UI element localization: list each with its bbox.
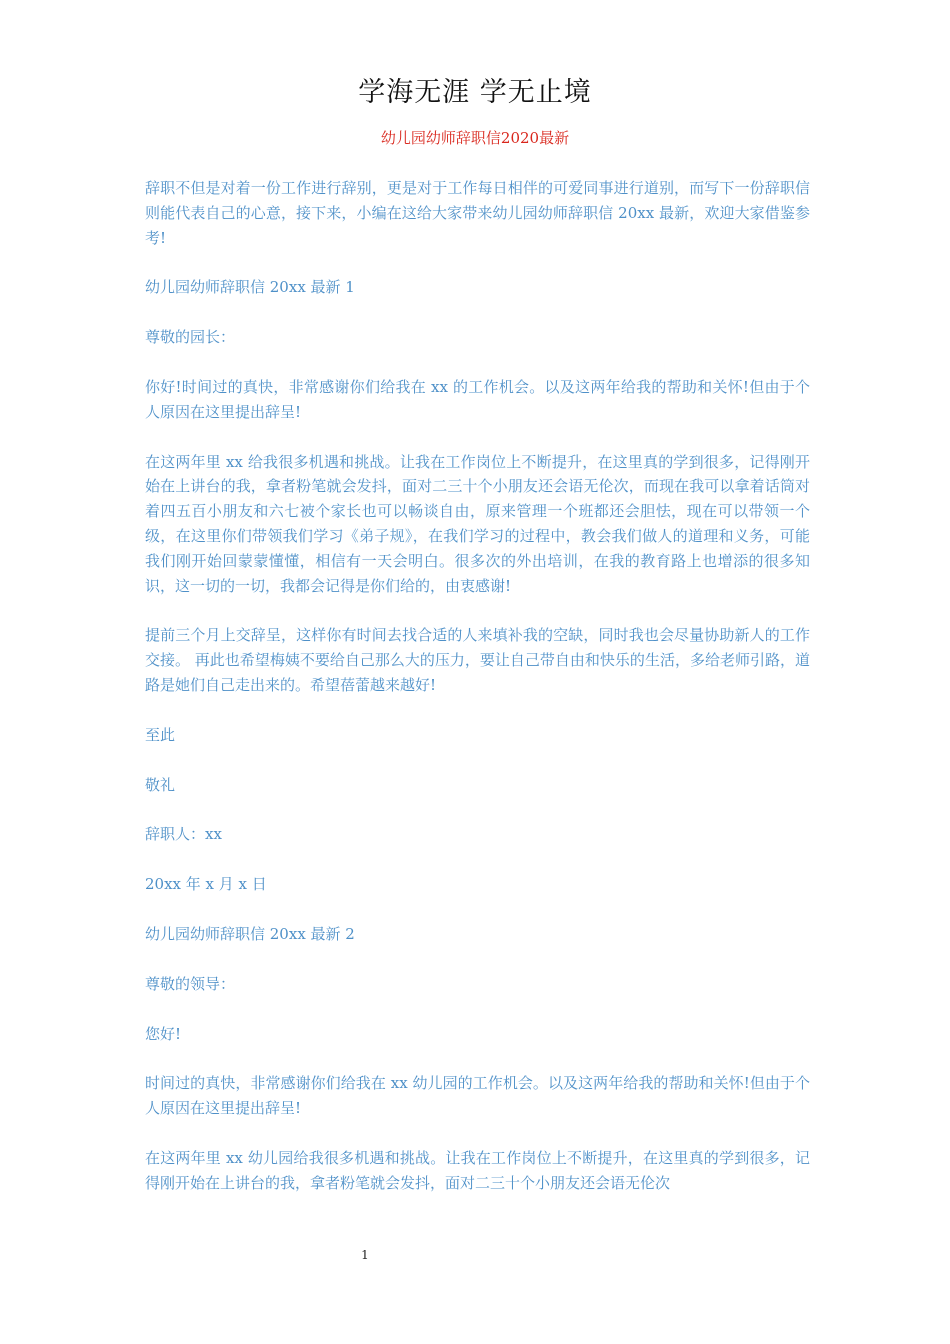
salutation: 尊敬的园长： bbox=[145, 328, 236, 347]
document-title: 幼儿园幼师辞职信2020最新 bbox=[380, 129, 570, 147]
section-heading-1: 幼儿园幼师辞职信 20xx 最新 1 bbox=[145, 278, 355, 297]
page-number: 1 bbox=[361, 1248, 369, 1262]
paragraph: 你好!时间过的真快，非常感谢你们给我在 xx 的工作机会。以及这两年给我的帮助和关怀!但由于个人原因在这里提出辞呈! bbox=[145, 377, 810, 421]
paragraph: 提前三个月上交辞呈，这样你有时间去找合适的人来填补我的空缺，同时我也会尽量协助新人的工作交接。 再此也希望梅姨不要给自己那么大的压力，要让自己带自由和快乐的生活，多给老师引路，道路是她们自己走出来的。希望蓓蕾越来越好! bbox=[145, 626, 810, 694]
document-body bbox=[145, 176, 810, 1221]
paragraph: 在这两年里 xx 幼儿园给我很多机遇和挑战。让我在工作岗位上不断提升，在这里真的学到很多，记得刚开始在上讲台的我，拿者粉笔就会发抖，面对二三十个小朋友还会语无伦次 bbox=[145, 1148, 810, 1192]
greeting: 您好! bbox=[145, 1024, 182, 1043]
signature-name: 辞职人：xx bbox=[145, 825, 222, 844]
signature-date: 20xx 年 x 月 x 日 bbox=[145, 875, 267, 894]
section-heading-2: 幼儿园幼师辞职信 20xx 最新 2 bbox=[145, 924, 355, 943]
paragraph-intro: 辞职不但是对着一份工作进行辞别，更是对于工作每日相伴的可爱同事进行道别，而写下一份辞职信则能代表自己的心意，接下来，小编在这给大家带来幼儿园幼师辞职信 20xx 最新，欢迎大家借鉴参考! bbox=[145, 179, 810, 247]
paragraph: 在这两年里 xx 给我很多机遇和挑战。让我在工作岗位上不断提升，在这里真的学到很多，记得刚开始在上讲台的我，拿者粉笔就会发抖，面对二三十个小朋友还会语无伦次，而现在我可以拿着话筒对着四五百小朋友和六七被个家长也可以畅谈自由，原来管理一个班都还会胆怯，现在可以带领一个级，在这里你们带领我们学习《弟子规》，在我们学习的过程中，教会我们做人的道理和义务，可能我们刚开始回蒙蒙懂懂，相信有一天会明白。很多次的外出培训，在我的教育路上也增添的很多知识，这一切的一切，我都会记得是你们给的，由衷感谢! bbox=[145, 452, 810, 595]
closing-line: 至此 bbox=[145, 725, 176, 744]
page-header-motto: 学海无涯 学无止境 bbox=[358, 77, 592, 108]
salutation: 尊敬的领导： bbox=[145, 974, 236, 993]
closing-regards: 敬礼 bbox=[145, 775, 176, 794]
paragraph: 时间过的真快，非常感谢你们给我在 xx 幼儿园的工作机会。以及这两年给我的帮助和关怀!但由于个人原因在这里提出辞呈! bbox=[145, 1074, 810, 1118]
